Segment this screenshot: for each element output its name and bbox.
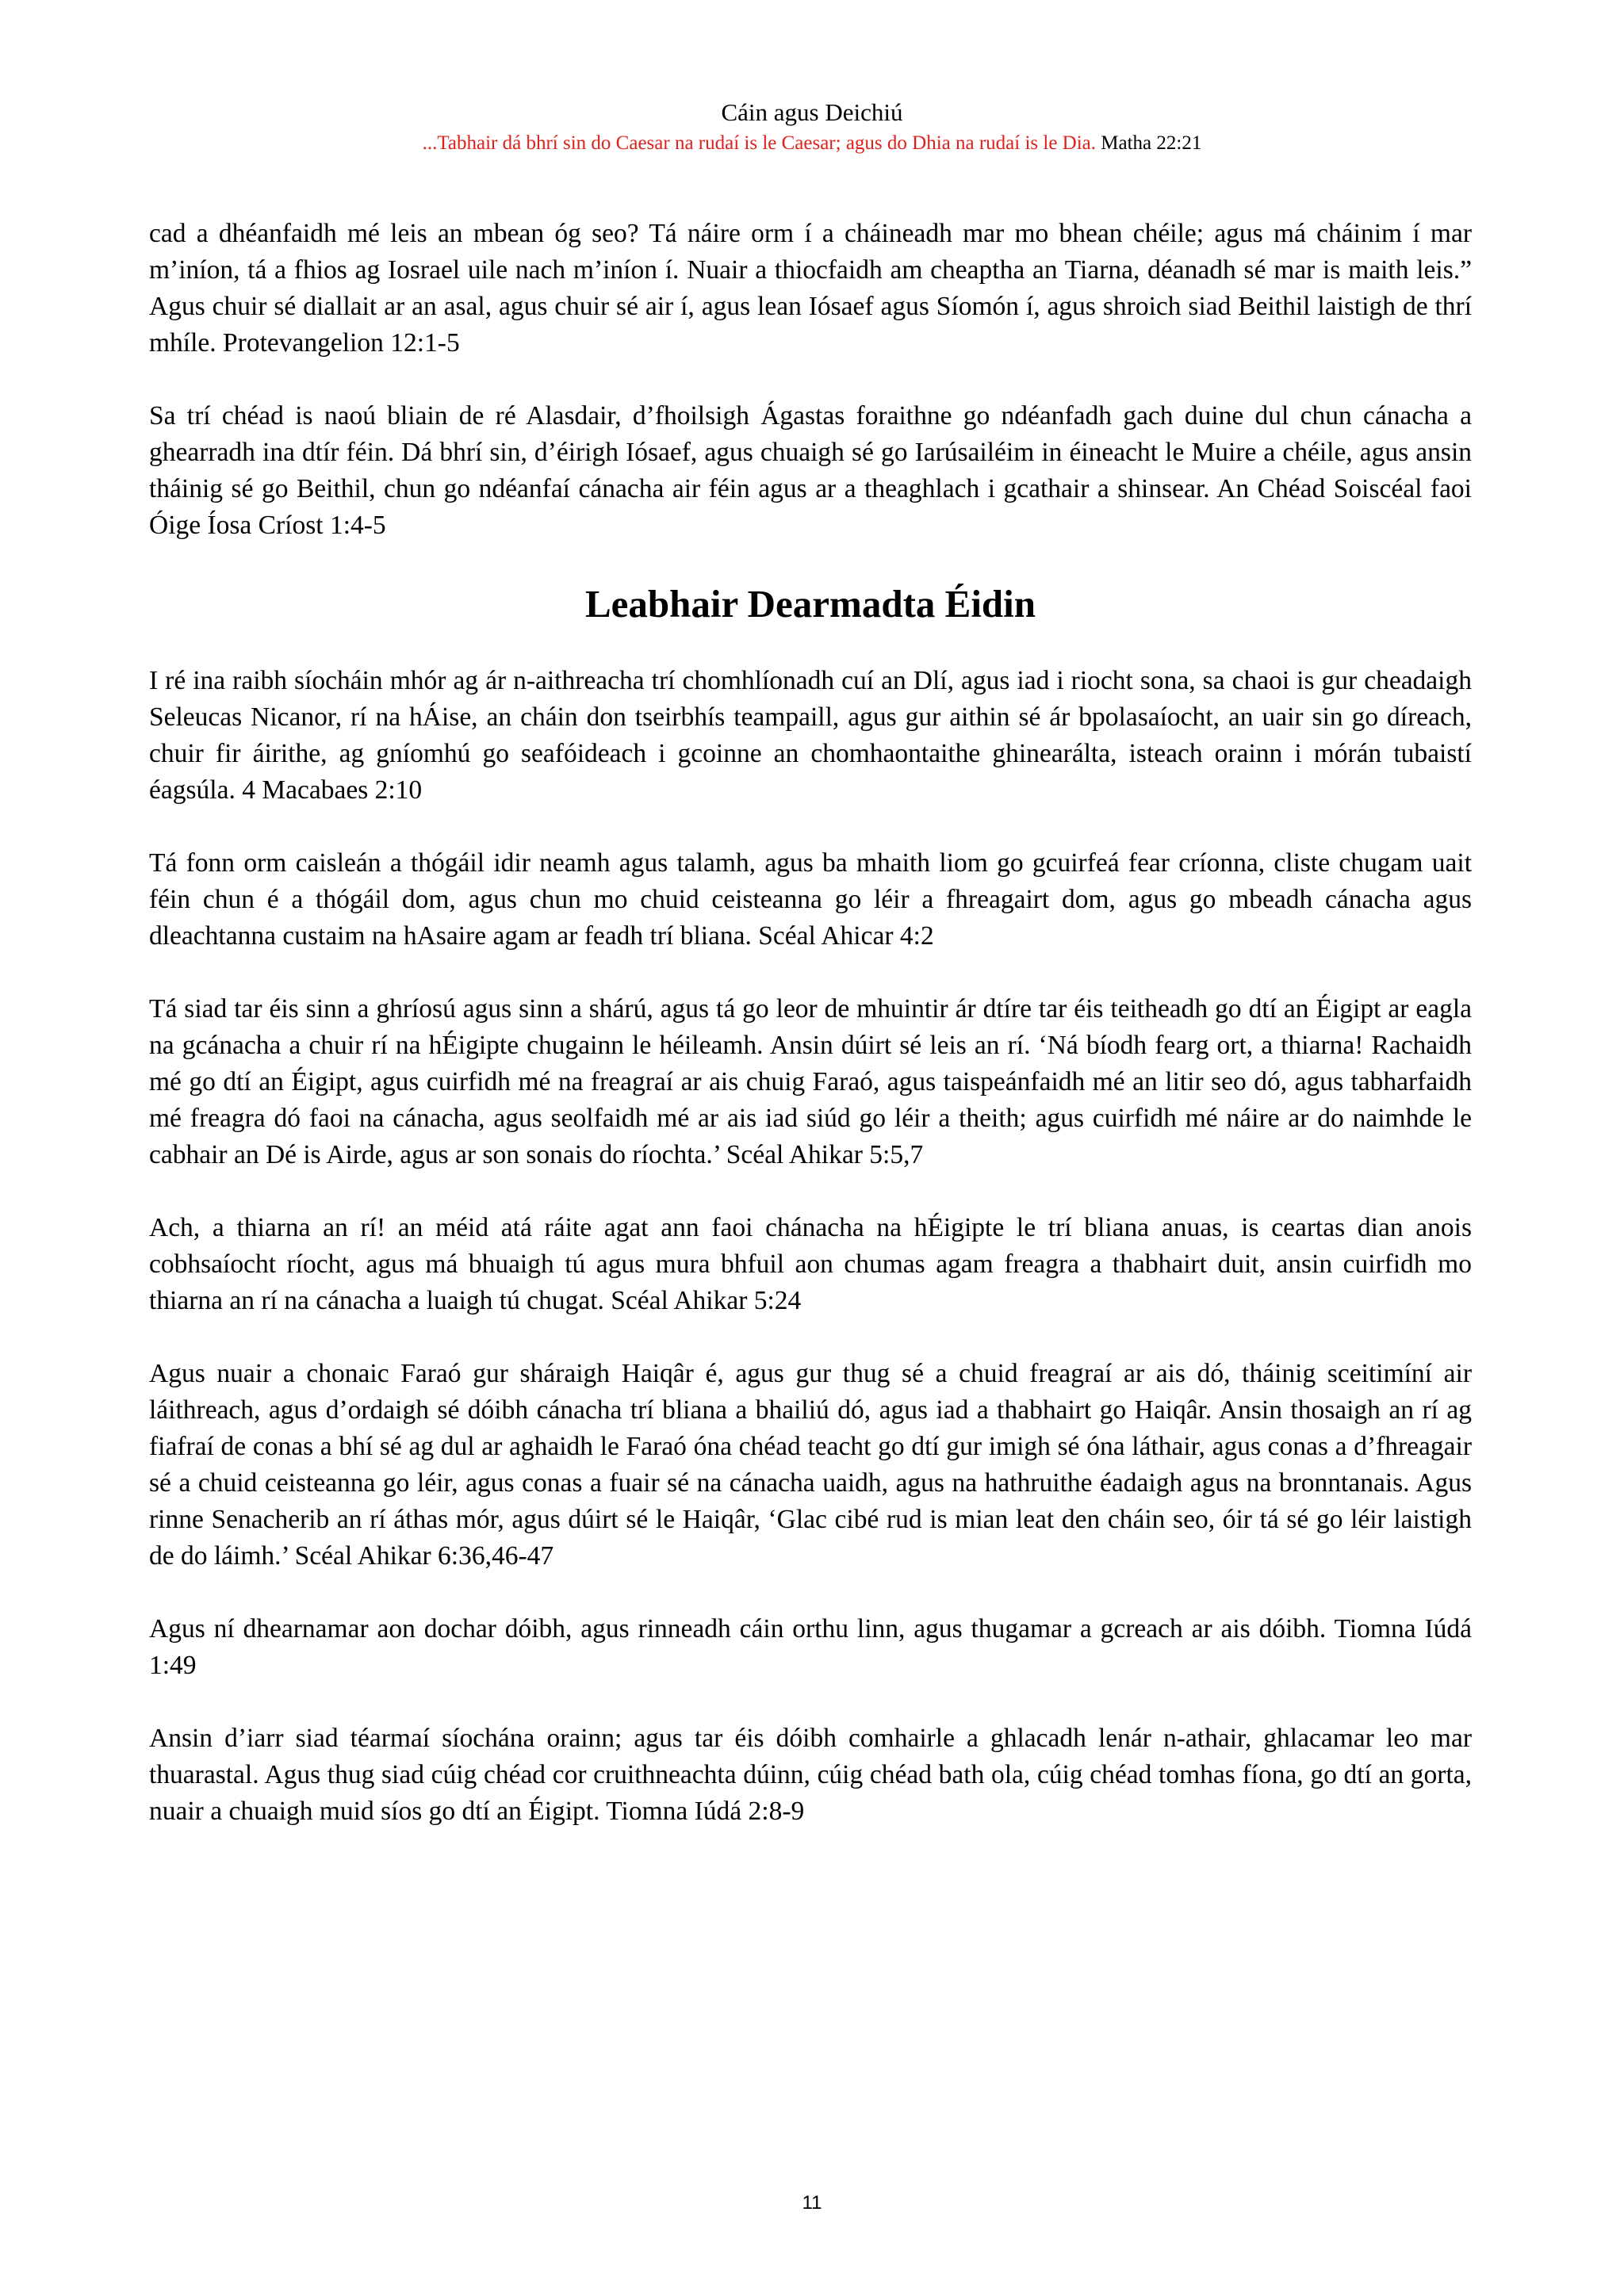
page-number: 11 bbox=[802, 2192, 822, 2214]
document-title: Cáin agus Deichiú bbox=[721, 98, 903, 126]
paragraph: I ré ina raibh síocháin mhór ag ár n-aithreacha trí chomhlíonadh cuí an Dlí, agus iad i riocht sona, sa chaoi is gur cheadaigh Seleucas Nicanor, rí na hÁise, an cháin don tseirbhís teampaill, agus gur aithin sé ár bpolasaíocht, an uair sin go díreach, chuir fir áirithe, ag gníomhú go seafóideach i gcoinne an chomhaontaithe ghinearálta, isteach orainn i mórán tubaistí éagsúla. 4 Macabaes 2:10 bbox=[149, 666, 1472, 805]
paragraph: Agus nuair a chonaic Faraó gur sháraigh Haiqâr é, agus gur thug sé a chuid freagraí ar ais dó, tháinig sceitimíní air láithreach, agus d’ordaigh sé dóibh cánacha trí bliana a bhailiú dó, agus iad a thabhairt go Haiqâr. Ansin thosaigh an rí ag fiafraí de conas a bhí sé ag dul ar aghaidh le Faraó óna chéad teacht go dtí gur imigh sé óna láthair, agus conas a d’fhreagair sé a chuid ceisteanna go léir, agus conas a fuair sé na cánacha uaidh, agus na hathruithe éadaigh agus na bronntanais. Agus rinne Senacherib an rí áthas mór, agus dúirt sé le Haiqâr, ‘Glac cibé rud is mian leat den cháin seo, óir tá sé go léir laistigh de do láimh.’ Scéal Ahikar 6:36,46-47 bbox=[149, 1359, 1472, 1571]
paragraph: Tá siad tar éis sinn a ghríosú agus sinn a shárú, agus tá go leor de mhuintir ár dtíre tar éis teitheadh go dtí an Éigipt ar eagla na gcánacha a chuir rí na hÉigipte chugainn le héileamh. Ansin dúirt sé leis an rí. ‘Ná bíodh fearg ort, a thiarna! Rachaidh mé go dtí an Éigipt, agus cuirfidh mé na freagraí ar ais chuig Faraó, agus taispeánfaidh mé an litir seo dó, agus tabharfaidh mé freagra dó faoi na cánacha, agus seolfaidh mé ar ais iad siúd go léir a theith; agus cuirfidh mé náire ar do naimhde le cabhair an Dé is Airde, agus ar son sonais do ríochta.’ Scéal Ahikar 5:5,7 bbox=[149, 994, 1472, 1169]
epigraph-quote: ...Tabhair dá bhrí sin do Caesar na rudaí is le Caesar; agus do Dhia na rudaí is le Dia. bbox=[422, 132, 1097, 154]
running-header bbox=[0, 97, 1624, 157]
paragraph: Tá fonn orm caisleán a thógáil idir neamh agus talamh, agus ba mhaith liom go gcuirfeá fear críonna, cliste chugam uait féin chun é a thógáil dom, agus chun mo chuid ceisteanna go léir a fhreagairt dom, agus go mbeadh cánacha agus dleachtanna custaim na hAsaire agam ar feadh trí bliana. Scéal Ahicar 4:2 bbox=[149, 848, 1472, 951]
paragraph: Ansin d’iarr siad téarmaí síochána orainn; agus tar éis dóibh comhairle a ghlacadh lenár n-athair, ghlacamar leo mar thuarastal. Agus thug siad cúig chéad cor cruithneachta dúinn, cúig chéad bath ola, cúig chéad tomhas fíona, go dtí an gorta, nuair a chuaigh muid síos go dtí an Éigipt. Tiomna Iúdá 2:8-9 bbox=[149, 1724, 1472, 1826]
paragraph: Sa trí chéad is naoú bliain de ré Alasdair, d’fhoilsigh Ágastas foraithne go ndéanfadh gach duine dul chun cánacha a ghearradh ina dtír féin. Dá bhrí sin, d’éirigh Iósaef, agus chuaigh sé go Iarúsailéim in éineacht le Muire a chéile, agus ansin tháinig sé go Beithil, chun go ndéanfaí cánacha air féin agus ar a theaghlach i gcathair a shinsear. An Chéad Soiscéal faoi Óige Íosa Críost 1:4-5 bbox=[149, 401, 1472, 540]
epigraph-reference: Matha 22:21 bbox=[1101, 132, 1202, 154]
paragraph: Ach, a thiarna an rí! an méid atá ráite agat ann faoi chánacha na hÉigipte le trí bliana anuas, is ceartas dian anois cobhsaíocht ríocht, agus má bhuaigh tú agus mura bhfuil aon chumas agam freagra a thabhairt duit, ansin cuirfidh mo thiarna an rí na cánacha a luaigh tú chugat. Scéal Ahikar 5:24 bbox=[149, 1213, 1472, 1315]
header-epigraph bbox=[0, 130, 1624, 157]
paragraph: Agus ní dhearnamar aon dochar dóibh, agus rinneadh cáin orthu linn, agus thugamar a gcreach ar ais dóibh. Tiomna Iúdá 1:49 bbox=[149, 1614, 1472, 1680]
body-text bbox=[149, 216, 1472, 1866]
section-heading: Leabhair Dearmadta Éidin bbox=[584, 582, 1036, 626]
paragraph: cad a dhéanfaidh mé leis an mbean óg seo? Tá náire orm í a cháineadh mar mo bhean chéile; agus má cháinim í mar m’iníon, tá a fhios ag Iosrael uile nach m’iníon í. Nuair a thiocfaidh am cheaptha an Tiarna, déanadh sé mar is maith leis.” Agus chuir sé diallait ar an asal, agus chuir sé air í, agus lean Iósaef agus Síomón í, agus shroich siad Beithil laistigh de thrí mhíle. Protevangelion 12:1-5 bbox=[149, 219, 1472, 358]
